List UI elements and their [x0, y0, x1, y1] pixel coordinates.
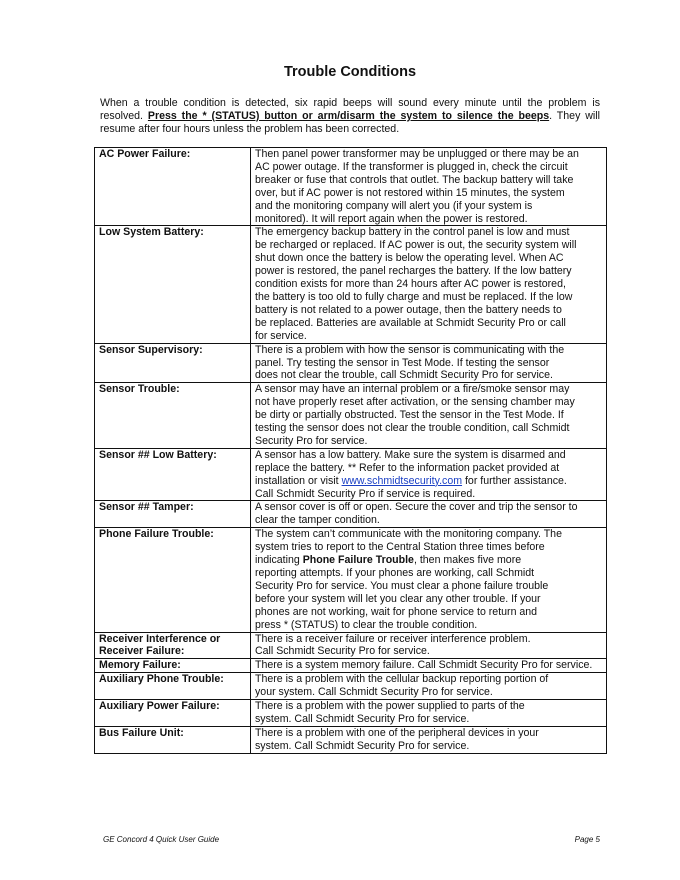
text-line: There is a problem with one of the peripheral devices in your [255, 726, 539, 739]
condition-description [251, 528, 607, 632]
condition-name: Auxiliary Power Failure: [95, 700, 251, 727]
text-line: phones are not working, wait for phone service to return and [255, 605, 538, 618]
text-line: testing the sensor does not clear the trouble condition, call Schmidt [255, 422, 570, 435]
condition-row [95, 673, 607, 700]
emphasis-text: Phone Failure Trouble [302, 554, 414, 567]
condition-row [95, 700, 607, 727]
text-line [100, 123, 600, 136]
text-line [255, 475, 602, 488]
text-segment: indicating [255, 554, 303, 567]
text-line: There is a receiver failure or receiver interference problem. [255, 632, 531, 645]
condition-description [251, 632, 607, 659]
text-line: The system can’t communicate with the monitoring company. The [255, 528, 562, 541]
text-line [100, 110, 600, 123]
text-line: and the monitoring company will alert you (if your system is [255, 199, 533, 212]
condition-row [95, 148, 607, 226]
text-line: battery is not related to a power outage, then the battery needs to [255, 303, 562, 316]
condition-row [95, 632, 607, 659]
condition-description [251, 148, 607, 226]
text-line: over, but if AC power is not restored within 15 minutes, the system [255, 186, 565, 199]
condition-name: Low System Battery: [95, 226, 251, 343]
condition-row [95, 448, 607, 501]
condition-name: Memory Failure: [95, 659, 251, 673]
page-title: Trouble Conditions [283, 64, 417, 80]
condition-name: Receiver Interference or Receiver Failure: [95, 632, 251, 659]
website-link[interactable]: www.schmidtsecurity.com [341, 474, 463, 487]
text-line [100, 97, 600, 110]
text-segment: , then makes five more [413, 554, 522, 567]
condition-description [251, 659, 607, 673]
text-line: There is a system memory failure. Call Schmidt Security Pro for service. [255, 659, 593, 672]
text-line: be recharged or replaced. If AC power is out, the security system will [255, 239, 577, 252]
condition-row [95, 528, 607, 632]
text-line: The emergency backup battery in the control panel is low and must [255, 226, 570, 239]
condition-row [95, 501, 607, 528]
condition-name: Phone Failure Trouble: [95, 528, 251, 632]
text-line: A sensor may have an internal problem or a fire/smoke sensor may [255, 383, 570, 396]
emphasis-text: Press the * (STATUS) button or arm/disarm the system to silence the beeps [147, 109, 550, 122]
condition-description [251, 700, 607, 727]
text-line: before your system will let you clear any other trouble. If your [255, 592, 541, 605]
text-line: condition exists for more than 24 hours after AC power is restored, [255, 278, 566, 291]
text-segment: . They will [549, 109, 600, 122]
text-segment: installation or visit [255, 474, 342, 487]
condition-name: Sensor Supervisory: [95, 343, 251, 383]
condition-name: Sensor ## Low Battery: [95, 448, 251, 501]
condition-description [251, 673, 607, 700]
footer-guide-title: GE Concord 4 Quick User Guide [103, 835, 220, 844]
condition-name: AC Power Failure: [95, 148, 251, 226]
text-line: shut down once the battery is below the operating level. When AC [255, 252, 564, 265]
text-line: does not clear the trouble, call Schmidt Security Pro for service. [255, 369, 553, 382]
text-line: There is a problem with the cellular backup reporting portion of [255, 673, 549, 686]
text-line: Then panel power transformer may be unplugged or there may be an [255, 148, 579, 160]
text-line: system. Call Schmidt Security Pro for service. [255, 739, 470, 752]
text-segment: resume after four hours unless the problem has been corrected. [100, 122, 400, 135]
condition-description [251, 383, 607, 449]
text-line: system. Call Schmidt Security Pro for service. [255, 712, 470, 725]
text-line: replace the battery. ** Refer to the information packet provided at [255, 461, 560, 474]
text-line: Call Schmidt Security Pro for service. [255, 645, 430, 658]
condition-description [251, 501, 607, 528]
text-line: A sensor has a low battery. Make sure the system is disarmed and [255, 448, 566, 461]
condition-name: Auxiliary Phone Trouble: [95, 673, 251, 700]
text-line: Security Pro for service. You must clear a phone failure trouble [255, 579, 549, 592]
text-line: be replaced. Batteries are available at Schmidt Security Pro or call [255, 316, 566, 329]
trouble-conditions-table [94, 147, 607, 754]
text-line: power is restored, the panel recharges the battery. If the low battery [255, 265, 572, 278]
text-segment: for further assistance. [462, 474, 567, 487]
text-line: not have properly reset after activation, or the sensing chamber may [255, 396, 575, 409]
text-line: There is a problem with how the sensor is communicating with the [255, 343, 565, 356]
text-line: There is a problem with the power supplied to parts of the [255, 700, 525, 713]
condition-description [251, 726, 607, 753]
text-line: panel. Try testing the sensor in Test Mode. If testing the sensor [255, 356, 550, 369]
condition-name: Sensor ## Tamper: [95, 501, 251, 528]
text-segment: When a trouble condition is detected, six rapid beeps will sound every minute until the problem is [100, 97, 600, 109]
text-line: your system. Call Schmidt Security Pro for service. [255, 686, 493, 699]
text-line: system tries to report to the Central Station three times before [255, 541, 545, 554]
text-line: Call Schmidt Security Pro if service is required. [255, 487, 476, 500]
text-line: AC power outage. If the transformer is plugged in, check the circuit [255, 160, 568, 173]
text-line: the battery is too old to fully charge and must be replaced. If the low [255, 290, 573, 303]
text-line: Security Pro for service. [255, 434, 368, 447]
text-line: monitored). It will report again when the power is restored. [255, 212, 528, 225]
footer-page-number: Page 5 [574, 835, 600, 844]
condition-description [251, 226, 607, 343]
text-line: reporting attempts. If your phones are working, call Schmidt [255, 567, 535, 579]
text-line: press * (STATUS) to clear the trouble condition. [255, 618, 478, 631]
condition-name: Bus Failure Unit: [95, 726, 251, 753]
condition-description [251, 343, 607, 383]
intro-paragraph [100, 97, 600, 135]
condition-row [95, 659, 607, 673]
condition-row [95, 226, 607, 343]
condition-row [95, 343, 607, 383]
condition-description [251, 448, 607, 501]
condition-row [95, 383, 607, 449]
text-segment: resolved. [100, 109, 148, 122]
text-line [255, 554, 602, 567]
text-line: breaker or fuse that controls that outlet. The backup battery will take [255, 173, 574, 186]
text-line: clear the tamper condition. [255, 514, 380, 527]
text-line: A sensor cover is off or open. Secure the cover and trip the sensor to [255, 501, 578, 514]
text-line: for service. [255, 329, 307, 342]
text-line: be dirty or partially obstructed. Test the sensor in the Test Mode. If [255, 409, 564, 422]
condition-name: Sensor Trouble: [95, 383, 251, 449]
condition-row [95, 726, 607, 753]
